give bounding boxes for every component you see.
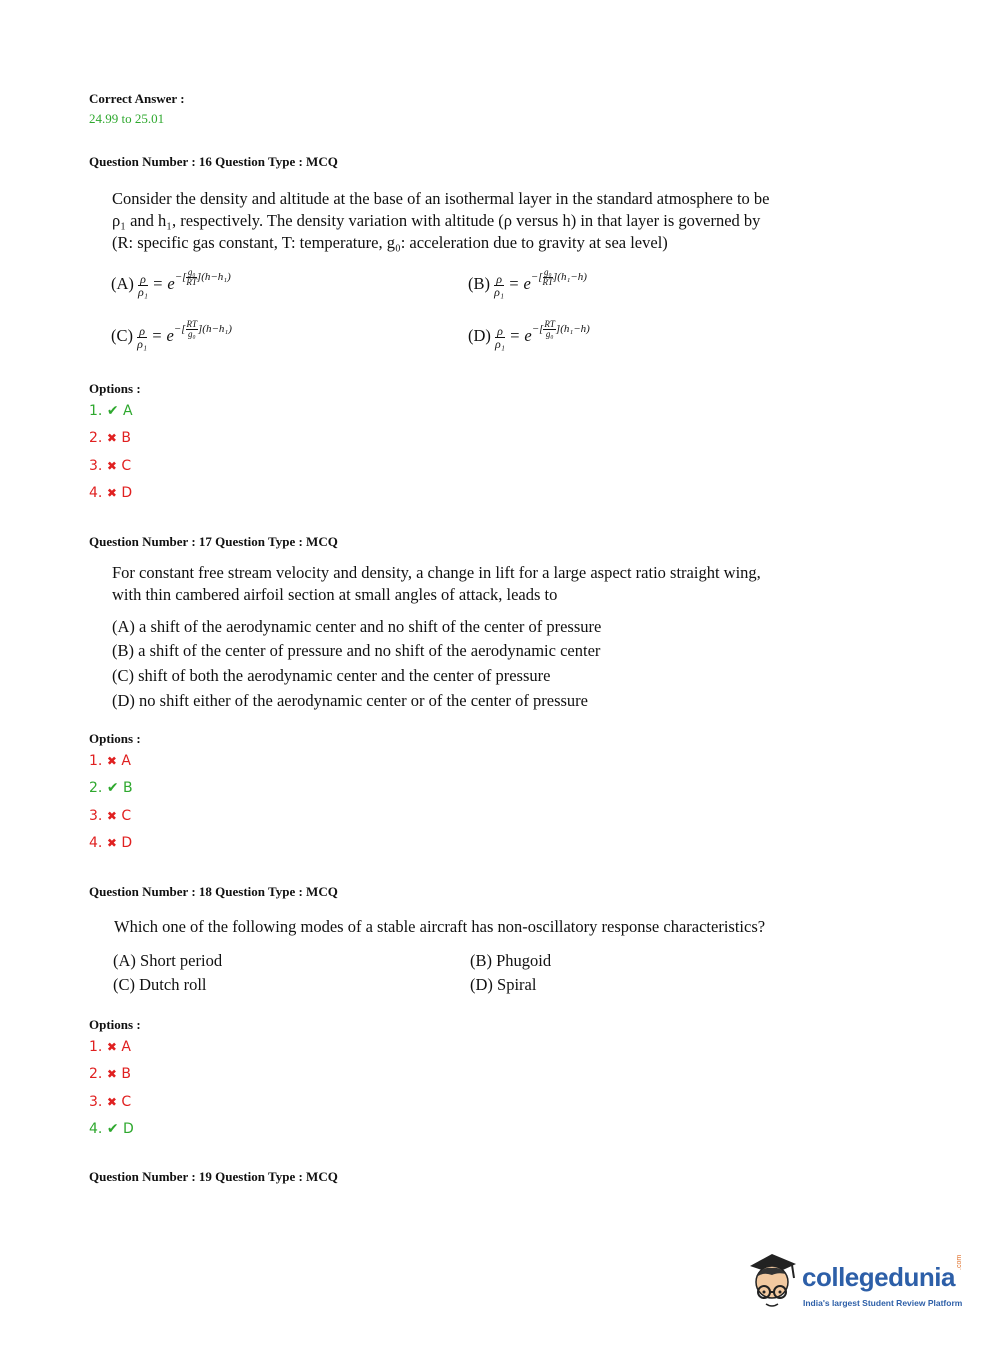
q17-options-list bbox=[89, 753, 209, 863]
q16-option-1[interactable] bbox=[89, 403, 133, 419]
q18-option-4-letter: D bbox=[123, 1121, 134, 1137]
cross-icon: ✖ bbox=[106, 836, 117, 850]
q16-option-2-letter: B bbox=[121, 430, 131, 446]
q17-option-2-num: 2. bbox=[89, 780, 103, 796]
q16-choice-d-den: ρ₁ bbox=[495, 336, 505, 351]
q18-option-4-num: 4. bbox=[89, 1121, 103, 1137]
q16-choice-a-exp-tail: (h−h₁) bbox=[201, 271, 231, 284]
q16-choice-d-label: (D) bbox=[468, 326, 491, 346]
q16-option-3-letter: C bbox=[121, 458, 132, 474]
q17-choice-a: (A) a shift of the aerodynamic center and no shift of the center of pressure bbox=[112, 617, 602, 636]
q17-option-1[interactable] bbox=[89, 753, 131, 769]
q16-choice-d bbox=[468, 320, 590, 350]
q16-choice-a-num: ρ bbox=[138, 273, 148, 286]
q16-choice-d-exp-num: RT bbox=[544, 319, 555, 329]
q16-header: Question Number : 16 Question Type : MCQ bbox=[89, 154, 338, 169]
q16-option-2[interactable] bbox=[89, 430, 131, 446]
q16-choice-a-exponent: −[ g₀ RT ](h−h₁) bbox=[174, 267, 231, 287]
q18-choice-d: (D) Spiral bbox=[470, 975, 537, 994]
q16-choice-b-exponent: −[ g₀ RT ](h₁−h) bbox=[530, 267, 587, 287]
q17-option-3-letter: C bbox=[121, 808, 132, 824]
q16-choice-d-exp-den: g₀ bbox=[545, 329, 554, 339]
check-icon: ✔ bbox=[106, 1121, 119, 1137]
q18-option-2-num: 2. bbox=[89, 1066, 103, 1082]
q16-choice-c-equals: = e bbox=[151, 326, 174, 346]
q16-choice-a-den: ρ₁ bbox=[138, 284, 148, 299]
check-icon: ✔ bbox=[106, 780, 119, 796]
q16-option-4-num: 4. bbox=[89, 485, 103, 501]
q16-choice-b-fraction bbox=[494, 273, 504, 298]
logo-suffix: .com bbox=[956, 1254, 963, 1270]
q16-choice-c-fraction bbox=[137, 325, 147, 350]
cross-icon: ✖ bbox=[106, 1067, 117, 1081]
q16-option-2-num: 2. bbox=[89, 430, 103, 446]
q16-option-4[interactable] bbox=[89, 485, 132, 501]
q16-choice-b-den: ρ₁ bbox=[494, 284, 505, 299]
cross-icon: ✖ bbox=[106, 486, 117, 500]
q16-choice-b-label: (B) bbox=[468, 274, 490, 294]
q16-choice-a bbox=[111, 268, 231, 298]
q16-choice-a-fraction bbox=[138, 273, 148, 298]
cross-icon: ✖ bbox=[106, 1095, 117, 1109]
q16-option-3[interactable] bbox=[89, 458, 131, 474]
q16-choice-b-exp-frac bbox=[543, 268, 554, 287]
q16-choice-c-exp-den: g₀ bbox=[187, 329, 196, 339]
q17-option-2[interactable] bbox=[89, 780, 133, 796]
q16-choice-a-exp-num: g₀ bbox=[187, 267, 196, 277]
q18-option-2-letter: B bbox=[121, 1066, 131, 1082]
q18-options-list bbox=[89, 1039, 209, 1149]
q18-choice-b: (B) Phugoid bbox=[470, 951, 552, 970]
q17-choice-d: (D) no shift either of the aerodynamic center or of the center of pressure bbox=[112, 691, 589, 710]
q16-choice-c-num: ρ bbox=[137, 325, 147, 338]
q16-text bbox=[112, 188, 857, 254]
q16-choice-d-fraction bbox=[495, 325, 505, 350]
q16-text-line3: (R: specific gas constant, T: temperature, g₀: acceleration due to gravity at sea level) bbox=[112, 233, 668, 252]
q19-header: Question Number : 19 Question Type : MCQ bbox=[89, 1169, 338, 1184]
q17-option-2-letter: B bbox=[123, 780, 133, 796]
q16-text-line1: Consider the density and altitude at the base of an isothermal layer in the standard atmosphere to be bbox=[112, 189, 770, 208]
correct-answer-value: 24.99 to 25.01 bbox=[89, 111, 165, 126]
q16-option-1-letter: A bbox=[123, 403, 133, 419]
q17-option-3-num: 3. bbox=[89, 808, 103, 824]
q16-options-list bbox=[89, 403, 209, 513]
q16-choice-b-num: ρ bbox=[494, 273, 504, 286]
q16-choice-d-exp-sign: − bbox=[531, 323, 540, 336]
q18-option-1[interactable] bbox=[89, 1039, 131, 1055]
q17-choice-c: (C) shift of both the aerodynamic center and the center of pressure bbox=[112, 666, 551, 685]
q18-header: Question Number : 18 Question Type : MCQ bbox=[89, 884, 338, 899]
q16-choice-c-exp-sign: − bbox=[173, 323, 182, 336]
mascot-icon bbox=[742, 1248, 802, 1314]
correct-answer-label: Correct Answer : bbox=[89, 91, 185, 106]
q18-option-4[interactable] bbox=[89, 1121, 134, 1137]
q16-choice-a-exp-den: RT bbox=[186, 277, 197, 287]
q17-text-line1: For constant free stream velocity and density, a change in lift for a large aspect ratio straight wing, bbox=[112, 563, 761, 582]
q17-header: Question Number : 17 Question Type : MCQ bbox=[89, 534, 338, 549]
q16-choice-d-exp-tail: (h₁−h) bbox=[560, 323, 590, 336]
q16-choice-c-exponent: −[ RT g₀ ](h−h₁) bbox=[173, 319, 232, 339]
q18-choice-a: (A) Short period bbox=[113, 951, 223, 970]
q17-option-4-num: 4. bbox=[89, 835, 103, 851]
q17-option-4[interactable] bbox=[89, 835, 132, 851]
q16-choice-b-exp-tail: (h₁−h) bbox=[557, 271, 587, 284]
q16-choice-b-exp-sign: − bbox=[530, 271, 539, 284]
q18-option-3[interactable] bbox=[89, 1094, 131, 1110]
q18-choice-c: (C) Dutch roll bbox=[113, 975, 207, 994]
cross-icon: ✖ bbox=[106, 1040, 117, 1054]
collegedunia-logo[interactable] bbox=[742, 1248, 972, 1320]
q16-choice-b-exp-den: RT bbox=[542, 277, 554, 287]
q18-option-2[interactable] bbox=[89, 1066, 131, 1082]
q16-option-4-letter: D bbox=[121, 485, 133, 501]
q17-text-line2: with thin cambered airfoil section at small angles of attack, leads to bbox=[112, 585, 558, 604]
q17-option-3[interactable] bbox=[89, 808, 131, 824]
q17-option-4-letter: D bbox=[121, 835, 133, 851]
q16-text-line2: ρ₁ and h₁, respectively. The density variation with altitude (ρ versus h) in that layer is governed by bbox=[112, 211, 761, 230]
q18-options-label: Options : bbox=[89, 1017, 141, 1032]
q16-choice-b-equals: = e bbox=[508, 274, 531, 294]
logo-tagline: India's largest Student Review Platform bbox=[803, 1298, 963, 1308]
q16-choice-c-exp-tail: (h−h₁) bbox=[202, 323, 232, 336]
q16-choice-c-label: (C) bbox=[111, 326, 133, 346]
q16-choice-c-exp-num: RT bbox=[186, 319, 198, 329]
q16-choice-b-exp-num: g₀ bbox=[543, 267, 552, 277]
q18-option-3-num: 3. bbox=[89, 1094, 103, 1110]
cross-icon: ✖ bbox=[106, 754, 117, 768]
logo-name: collegedunia bbox=[802, 1262, 955, 1292]
q17-option-1-letter: A bbox=[121, 753, 131, 769]
q18-option-1-num: 1. bbox=[89, 1039, 103, 1055]
q16-choice-d-exponent: −[ RT g₀ ](h₁−h) bbox=[531, 319, 590, 339]
q16-choice-d-num: ρ bbox=[495, 325, 505, 338]
q18-option-3-letter: C bbox=[121, 1094, 132, 1110]
q16-choice-c bbox=[111, 320, 232, 350]
q16-choice-a-label: (A) bbox=[111, 274, 134, 294]
q16-choice-c-den: ρ₁ bbox=[137, 336, 148, 351]
q17-options-label: Options : bbox=[89, 731, 141, 746]
q16-choice-a-exp-frac bbox=[186, 268, 197, 287]
q18-text-line1: Which one of the following modes of a stable aircraft has non-oscillatory response characteristics? bbox=[114, 917, 766, 936]
q18-option-1-letter: A bbox=[121, 1039, 131, 1055]
check-icon: ✔ bbox=[106, 403, 119, 419]
cross-icon: ✖ bbox=[106, 431, 117, 445]
q16-choice-d-exp-frac bbox=[543, 320, 556, 339]
q17-option-1-num: 1. bbox=[89, 753, 103, 769]
q16-choice-a-equals: = e bbox=[152, 274, 175, 294]
cross-icon: ✖ bbox=[106, 459, 117, 473]
q17-text bbox=[112, 562, 857, 606]
q17-choice-b: (B) a shift of the center of pressure and no shift of the aerodynamic center bbox=[112, 641, 601, 660]
q16-option-1-num: 1. bbox=[89, 403, 103, 419]
q16-choice-d-equals: = e bbox=[509, 326, 532, 346]
cross-icon: ✖ bbox=[106, 809, 117, 823]
q16-option-3-num: 3. bbox=[89, 458, 103, 474]
q16-choice-c-exp-frac bbox=[186, 320, 199, 339]
q16-choice-b bbox=[468, 268, 587, 298]
q16-choice-a-exp-sign: − bbox=[174, 271, 183, 284]
q16-options-label: Options : bbox=[89, 381, 141, 396]
